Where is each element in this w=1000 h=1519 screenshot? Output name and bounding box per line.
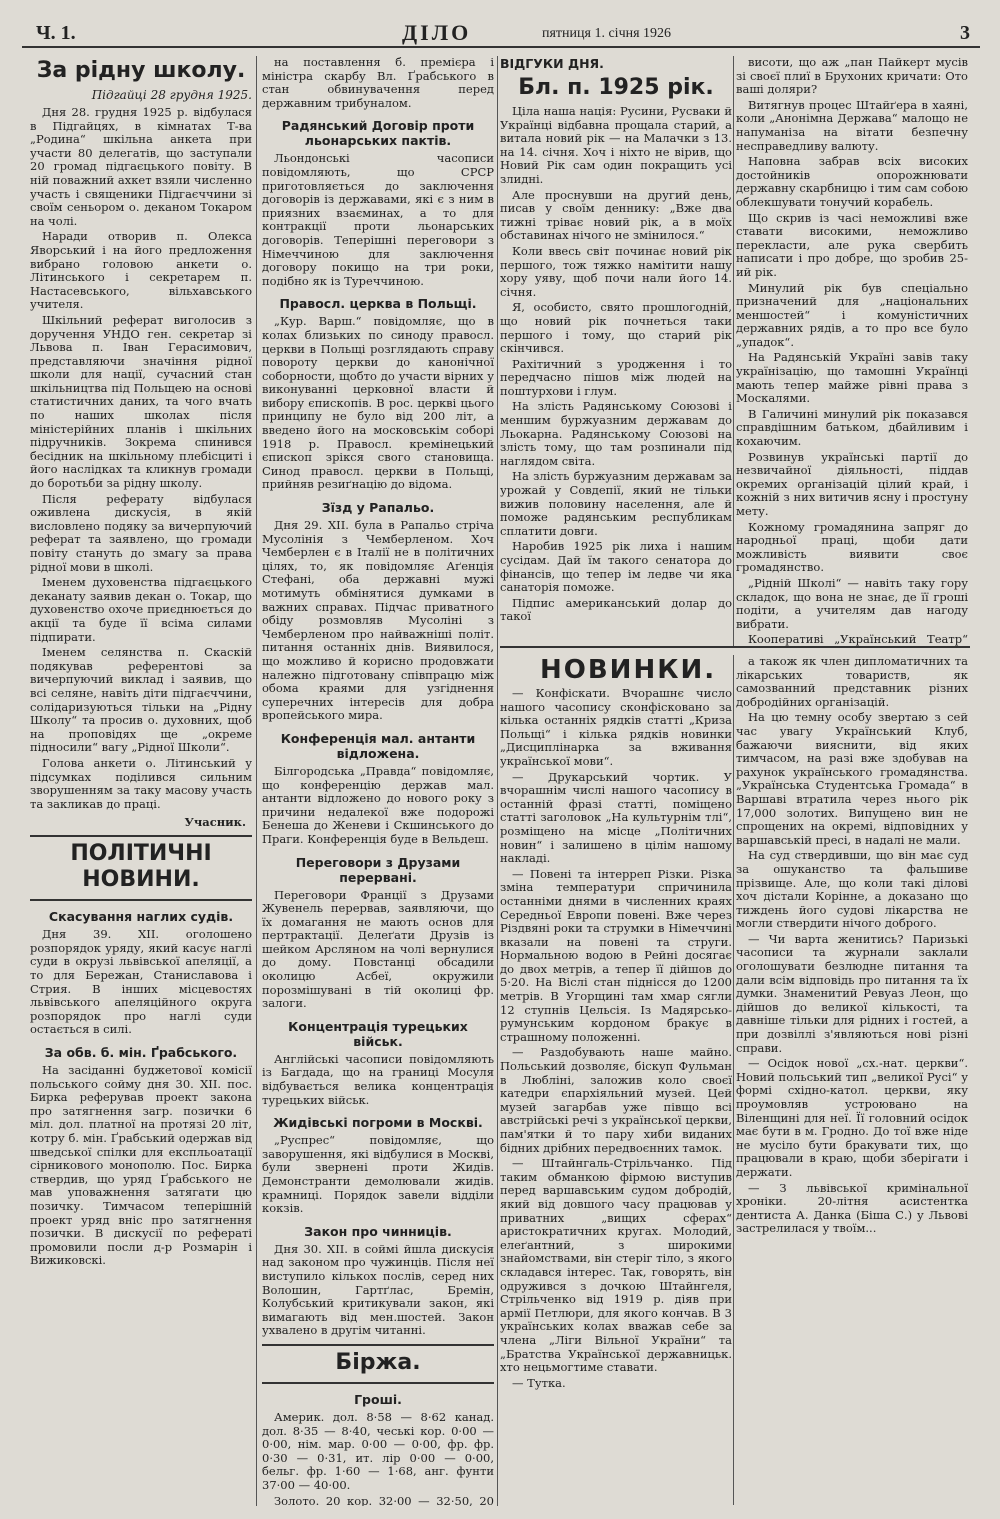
article-paragraph: Розвинув українські партії до незвичайної діяльності, піддав окремих організацій цілий край, і кожній з них витичив ясну і простуну мету. bbox=[736, 449, 968, 518]
news-paragraph: На цю темну особу звертаю з сей час увагу Український Клуб, бажаючи вияснити, від яких тимчасом, на разі вже здобував на рахунок українського громадянства. „Українська Студентська Громада“ в Варшаві втратила через нього рік 17,000 золотих. Випущено вин не спрощених на окремі, відповідних у варшавській пресі, в надалі не мали. bbox=[736, 710, 968, 847]
article-dateline: Підгайці 28 грудня 1925. bbox=[91, 88, 252, 102]
bourse-banner bbox=[262, 1344, 494, 1384]
column-rule bbox=[497, 56, 498, 1506]
news-paragraph: — Чи варта женитись? Паризькі часописи та журнали заклали оголошувати безлюдне питання та дали всім відповідь про питання та їх думки. Знаменитий Ревуаз Леон, що дійшов до великої кількості, та давніше тільки для рідних і гостей, а при дозвіллі з'являються нові різні справи. bbox=[736, 931, 968, 1055]
article-paragraph: Іменем духовенства підгаєцького деканату заявив декан о. Токар, що духовенство охоче приєднюється до акції та буде її всіма силами підпирати. bbox=[30, 575, 252, 644]
article-title: Бл. п. 1925 рік. bbox=[518, 75, 714, 100]
article-title: За рідну школу. bbox=[36, 58, 246, 83]
news-item-text: Дня 39. XII. оголошено розпорядок уряду, який касує наглі суди в окрузі львівської апеляції, а то для Бережан, Станиславова і Стрия. В інших місцевостях львівського апеляційного округа розпорядок про наглі суди остається в силі. bbox=[30, 927, 252, 1037]
news-item-title: Переговори з Друзами перервані. bbox=[295, 854, 461, 885]
article-paragraph: Я, особисто, свято прошлогодній, що новий рік почнеться таки першого і тому, що старий рік скінчився. bbox=[500, 300, 732, 356]
section-title: ВІДГУКИ ДНЯ. bbox=[500, 56, 604, 71]
news-item-title: Жидівські погроми в Москві. bbox=[273, 1115, 483, 1131]
article-paragraph: Кооперативі „Український Театр“ bbox=[748, 632, 968, 646]
news-item-text: Переговори Франції з Друзами Жувенель перервав, заявляючи, що їх домагання не мають основ для пертрактації. Делеґати Друзів із шейком Арсляном на чолі вернулися до дому. Повстанці обсадили околицю Асбеї, окружили порозмішувані в тій околиці фр. залоги. bbox=[262, 887, 494, 1011]
page-label: Ч. 1. bbox=[36, 22, 76, 44]
news-paragraph: — З львівської кримінальної хроніки. 20-літня асистентка дентиста А. Данка (Біша С.) у Львові застрелилася у твоїм... bbox=[736, 1180, 968, 1236]
bourse-text: Америк. дол. 8·58 — 8·62 канад. дол. 8·35 — 8·40, чеські кор. 0·00 — 0·00, нім. мар. 0·00 — 0·00, фр. фр. 0·30 — 0·31, ит. лір 0·00 — 0·00, бельг. фр. 1·60 — 1·68, анг. фунти 37·00 — 40·00. bbox=[262, 1409, 494, 1492]
section-title: ПОЛІТИЧНІ НОВИНИ. bbox=[70, 841, 212, 893]
column-rule bbox=[733, 56, 734, 646]
article-paragraph: Минулий рік був спеціально призначений для „національних меншостей“ і комуністичних державних рядів, а то про все було „упадок“. bbox=[736, 280, 968, 349]
news-paragraph: — Конфіскати. Вчорашнє число нашого часопису сконфісковано за кілька останніх рядків статті „Криза Польщі“ і кілька рядків новинки „Дисциплінарка за вживання української мови“. bbox=[500, 686, 732, 768]
article-paragraph: Наповна забрав всіх високих достойників опорожнювати державну скарбницю і тим сам собою облекшувати тонучий корабель. bbox=[736, 154, 968, 209]
news-item-text: Дня 29. XII. була в Рапальо стріча Мусолінія з Чемберленом. Хоч Чемберлен є в Італії не в політичних цілях, то, як повідомляє Аґенція Стефані, оба державні мужі мотимуть обмінятися думками в важних справах. Підчас приватного обіду розмовляв Мусоліні з Чемберленом про найважніші політ. питання останніх днів. Виявилося, що можливо й корисно продовжати належно підготовану співпрацю між обома краями для узгіднення суперечних інтересів для добра вропейського мира. bbox=[262, 518, 494, 723]
article-paragraph: В Галичині минулий рік показався справдішним батьком, дбайливим і кохаючим. bbox=[736, 406, 968, 449]
section-title: НОВИНКИ. bbox=[540, 655, 717, 685]
news-item-title: Радянський Договір проти льонарських пактів. bbox=[281, 118, 475, 149]
article-paragraph: Наробив 1925 рік лиха і нашим сусідам. Дай їм такого сенатора до фінансів, що тепер ім ледве чи яка санаторія поможе. bbox=[500, 539, 732, 595]
masthead-title: ДІЛО bbox=[402, 20, 472, 45]
column-5 bbox=[500, 655, 732, 1505]
news-paragraph: — Осідок нової „сх.-нат. церкви“. Новий польський тип „великої Русі“ у формі східно-катол. церкви, яку проумовляв устроювано на Віленщині для неї. Її головний осідок має бути в м. Гродно. До тої вже ніде не мусіло бути бракувати тих, що працювали в краю, щоби зберігати і держати. bbox=[736, 1056, 968, 1179]
column-4 bbox=[736, 56, 968, 646]
article-paragraph: „Рідній Школі“ — навіть таку гору складок, що вона не знає, де її гроші подіти, а учителям дав нагоду вибрати. bbox=[736, 575, 968, 631]
article-paragraph: Рахітичний з уродження і то передчасно пішов між людей на поштурхови і глум. bbox=[500, 356, 732, 398]
article-paragraph: Що скрив із часі неможливі вже ставати високими, неможливо перекласти, але рука свербить написати і про добре, що зробив 25-ий рік. bbox=[736, 210, 968, 279]
article-signature: Учасник. bbox=[184, 815, 246, 830]
news-paragraph: — Повені та інтерреп Різки. Різка зміна температури спричинила останніми днями в численних краях Середньої Европи повені. Вже через Різдвяні роки та струмки в Німеччині вказали на повені та струги. Нормальною водою в Рейні досягає до двох метрів, а тепер її дійшов до 5·20. На Віслі стан піднісся до 1200 метрів. В Угорщині там хмар сягли 12 ступнів Цельсія. Із Мадярсько-румунським кордоном бракує в страшному положенні. bbox=[500, 866, 732, 1044]
news-item-text: Білгородська „Правда“ повідомляє, що конференцію держав мал. антанти відложено до нового року з причини недалекої вже подорожі Бенеша до Женеви і Скшинського до Праги. Конференція буде в Вельдеш. bbox=[262, 763, 494, 846]
news-item-title: Правосл. церква в Польщі. bbox=[279, 296, 477, 312]
article-paragraph: На злість Радянському Союзові і меншим буржуазним державам до Льокарна. Радянському Союзові на злість тому, що там розпинали під наглядом світа. bbox=[500, 399, 732, 468]
bourse-title: Біржа. bbox=[335, 1349, 421, 1375]
news-paragraph: На суд ствердивши, що він має суд за ошуканство та фальшиве прізвище. Але, що коли такі ділові хоч дістали Корінне, а доказано що тиждень його судові лікарства не могли ствердити нічого доброго. bbox=[736, 848, 968, 931]
news-item-title: Зїзд у Рапальо. bbox=[321, 500, 435, 516]
column-2 bbox=[262, 56, 494, 1506]
column-rule bbox=[733, 655, 734, 1505]
article-paragraph: Дня 28. грудня 1925 р. відбулася в Підгайцях, в кімнатах Т-ва „Родина“ шкільна анкета при участи 80 делегатів, що заступали 20 громад підгаєцького повіту. В ній поважний ахкет взяли численно участь і священики Підгаєччини зі своїм сеньором о. деканом Токаром на чолі. bbox=[30, 105, 252, 228]
article-paragraph: Ціла наша нація: Русини, Русваки й Українці відбавна прощала старий, а витала новий рік — на Малачки з 13. на 14. січня. Хоч і ніхто не вірив, що Новий Рік сам один покращить усі злидні. bbox=[500, 104, 732, 186]
column-6 bbox=[736, 655, 968, 1505]
article-paragraph: Іменем селянства п. Скаскій подякував референтові за вичерпуючий виклад і заявив, що всі селяне, навіть діти підгаєччини, солідаризуються тільки на „Рідну Школу“ та просив о. духовних, щоб на проповідях ще „окреме підносили“ вагу „Рідної Школи“. bbox=[30, 645, 252, 755]
news-item-title: Концентрація турецьких військ. bbox=[288, 1018, 468, 1049]
news-paragraph: — Штайнгаль-Стрільчанко. Під таким обманкою фірмою виступив перед варшавським судом добродій, який від довшого часу працював у приватних „вищих сферах“ аристократичних кругах. Молодий, елеґантний, з широкими знайомствами, він стеріг тіло, з якого складався інтерес. Так, говорять, він одружився з дочкою Штайнгеля, Стрільченко від 1919 р. діяв при армії Петлюри, для якого кончав. В 3 українських колах вважав себе за члена „Ліги Вільної України“ та „Братства Української державницьк. хто нецьмогтиме ставати. bbox=[500, 1156, 732, 1375]
column-3 bbox=[500, 56, 732, 646]
news-item-title: За обв. б. мін. Ґрабського. bbox=[44, 1045, 238, 1061]
section-banner bbox=[30, 835, 252, 901]
news-paragraph: — Тутка. bbox=[512, 1375, 566, 1390]
article-paragraph: Кожному громадянина запряг до народньої праці, щоби дати можливість виявити своє громадянство. bbox=[736, 519, 968, 575]
page-number: 3 bbox=[960, 22, 970, 44]
news-item-title: Конференція мал. антанти відложена. bbox=[280, 730, 476, 761]
article-paragraph: Голова анкети о. Літинський у підсумках поділився сильним зворушенням за таку масову участь та закликав до праці. bbox=[30, 755, 252, 811]
news-paragraph: — Друкарський чортик. У вчорашнім числі нашого часопису в останній фразі статті, поміщено статті заголовок „На культурнім тлі“, розміщено на місце „Політичних новин“ і залишено в цілім нашому накладі. bbox=[500, 769, 732, 866]
issue-date: пятниця 1. січня 1926 bbox=[542, 26, 672, 41]
news-item-text: Дня 30. XII. в соймі йшла дискусія над законом про чужинців. Після неї виступило кількох послів, серед них Волошин, Гартґлас, Бремін, Колубський критикували закон, які вимагають від мен.шостей. Закон ухвалено в другім читанні. bbox=[262, 1241, 494, 1338]
news-item-title: Скасування наглих судів. bbox=[48, 909, 234, 925]
article-paragraph: висоти, що аж „пан Пайкерт мусів зі своєї плиї в Брухоних кричати: Ото ваші доляри? bbox=[736, 56, 968, 97]
news-item-text: На засіданні буджетової комісії польського сойму дня 30. XII. пос. Бирка реферував проект закона про затягнення загр. позички 6 міл. дол. платної на протязі 20 літ, котру б. мін. Ґрабський одержав від шведської спілки для експльоатації сірникового монополю. Пос. Бирка ствердив, що уряд Ґрабського не мав уповажнення затягати цю позичку. Тимчасом теперішній проект уряд вніс про затягнення позички. В дискусії по рефераті промовили посли д-р Розмарін і Вижиковскі. bbox=[30, 1063, 252, 1268]
article-paragraph: Підпис американський долар до такої bbox=[500, 595, 732, 624]
news-paragraph: — Раздобувають наше майно. Польський дозволяє, біскуп Фульман в Любліні, заложив коло своєї катедри єпархіяльний музей. Цей музей загарбав уже півщо всі австрійські речі з української церкви, пам'ятки й то пару хиби виданих бідних дрібних передвоєнних тамок. bbox=[500, 1045, 732, 1155]
column-rule bbox=[256, 56, 257, 1506]
column-1 bbox=[30, 56, 252, 1506]
news-item-text: Льондонські часописи повідомляють, що СРСР приготовляється до заключення договорів із державами, які є з ним в приязних взаєминах, а то для контракції проти льонарських договорів. Теперішні переговори з Німеччиною для заключення договору покищо на три роки, подібно як із Туреччиною. bbox=[262, 151, 494, 288]
news-item-text: „Руспрес“ повідомляє, що заворушення, які відбулися в Москві, були звернені проти Жидів. Демонстранти демолювали жидів. крамниці. Порядок завели відділи кокзів. bbox=[262, 1133, 494, 1216]
article-paragraph: Але проснувши на другий день, писав у своїм деннику: „Вже два тижні тріває новий рік, а в моїх обставинах нічого не змінилося.“ bbox=[500, 187, 732, 243]
article-paragraph: Шкільний реферат виголосив з доручення УНДО ген. секретар зі Львова п. Іван Герасимович, представляючи значіння рідної школи для нації, сучасний стан шкільництва під Польщею на основі статистичних даних, та чого вчать по наших школах після міністерійних планів і шкільних підручників. Зокрема спинився бесідник на шкільному плебісциті і його наслідках та кликнув громади до боротьби за рідну школу. bbox=[30, 312, 252, 491]
bourse-subtitle: Гроші. bbox=[354, 1391, 402, 1407]
news-item-text: „Кур. Варш.“ повідомляє, що в колах близьких по синоду правосл. церкви в Польщі розглядають справу повороту церкви до канонічної соборности, щобто до участи вірних у виконуванні церковної власти й вибору єпископів. В рос. церкві цього принципу не було від 200 літ, а введено його на московськім соборі 1918 р. Правосл. кремінецький єпископ зрікся свого становища. Синод правосл. церкви в Польщі, прийняв резиґнацію до відома. bbox=[262, 314, 494, 492]
article-paragraph: Після реферату відбулася оживлена дискусія, в якій висловлено подяку за вичерпуючий реферат та заявлено, що громади повіту стануть до змагу за права рідної мови в школі. bbox=[30, 491, 252, 574]
news-item-text: Англійські часописи повідомляють із Багдада, що на границі Мосуля відбувається велика концентрація турецьких військ. bbox=[262, 1051, 494, 1107]
article-paragraph: Витягнув процес Штайґера в хаяні, коли „Анонімна Держава“ малощо не напуманіза на вітати безпечну несправедливу валюту. bbox=[736, 97, 968, 153]
article-paragraph: На Радянській Україні завів таку українізацію, що тамошні Українці мають тепер майже рівні права з Москалями. bbox=[736, 350, 968, 406]
news-item-title: Закон про чинниців. bbox=[304, 1223, 452, 1239]
page-header bbox=[22, 18, 980, 48]
news-paragraph: а також як член дипломатичних та лікарських товариств, як самозванний представник різних добродійних організацій. bbox=[736, 655, 968, 709]
article-paragraph: На злість буржуазним державам за урожай у Совдепії, який не тільки вижив половину населення, але й поможе радянським республикам сплатити довги. bbox=[500, 469, 732, 538]
section-rule bbox=[500, 646, 970, 648]
article-paragraph: Наради отворив п. Олекса Яворський і на його предложення вибрано головою анкети о. Літинського і секретарем п. Настасевського, вільхавського учителя. bbox=[30, 229, 252, 312]
article-paragraph: Коли ввесь світ починає новий рік першого, тож тяжко намітити нашу хору уяву, щоб почи нали його 14. січня. bbox=[500, 243, 732, 299]
continued-text: на поставлення б. премієра і міністра скарбу Вл. Ґрабського в стан обвинувачення перед державним трибуналом. bbox=[262, 56, 494, 110]
bourse-text: Золото. 20 кор. 32·00 — 32·50, 20 bbox=[274, 1493, 494, 1506]
